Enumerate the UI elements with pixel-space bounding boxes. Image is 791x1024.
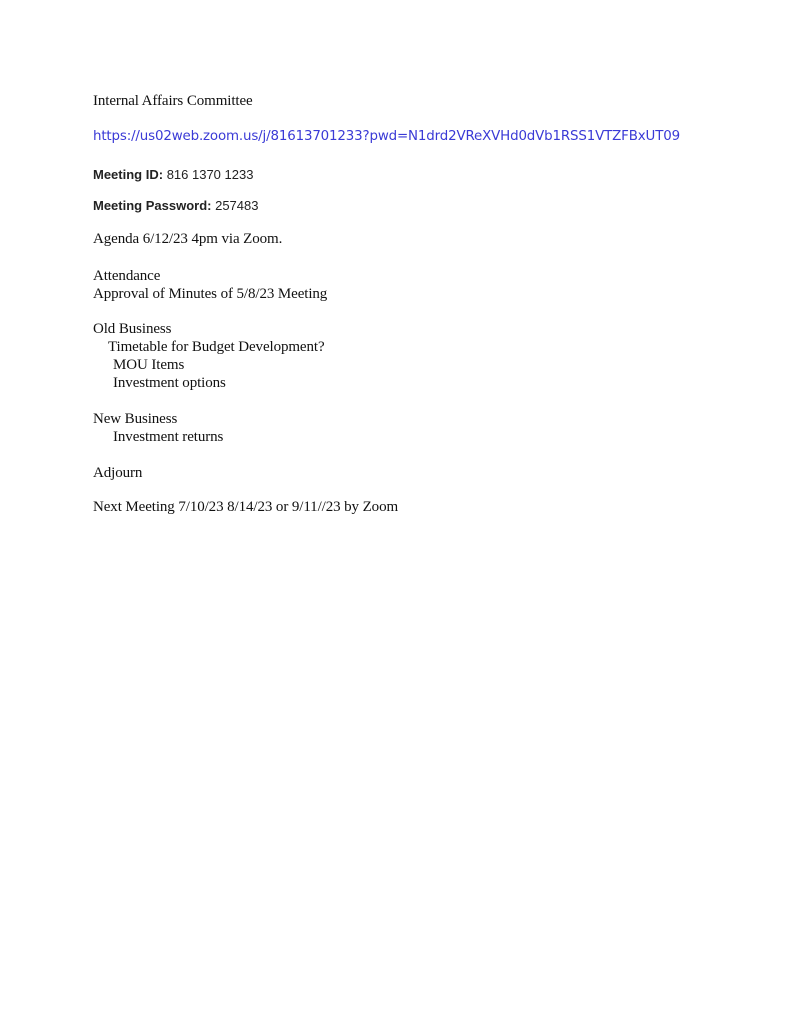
new-business-heading: New Business	[93, 411, 178, 427]
meeting-id-value: 816 1370 1233	[166, 167, 254, 182]
old-business-item: Timetable for Budget Development?	[108, 339, 325, 355]
meeting-password-value: 257483	[215, 198, 259, 213]
meeting-password-line	[93, 198, 258, 213]
old-business-item: MOU Items	[113, 357, 185, 373]
new-business-item: Investment returns	[113, 429, 224, 445]
approval-minutes-item: Approval of Minutes of 5/8/23 Meeting	[93, 286, 328, 302]
old-business-item: Investment options	[113, 375, 226, 391]
document-title: Internal Affairs Committee	[93, 93, 253, 109]
attendance-item: Attendance	[93, 268, 161, 284]
meeting-password-label: Meeting Password:	[93, 198, 212, 213]
zoom-meeting-link[interactable]: https://us02web.zoom.us/j/81613701233?pwd=N1drd2VReXVHd0dVb1RSS1VTZFBxUT09	[93, 129, 680, 144]
agenda-line: Agenda 6/12/23 4pm via Zoom.	[93, 231, 283, 247]
old-business-heading: Old Business	[93, 321, 172, 337]
adjourn-item: Adjourn	[93, 465, 143, 481]
meeting-id-line	[93, 167, 253, 182]
next-meeting-line: Next Meeting 7/10/23 8/14/23 or 9/11//23 by Zoom	[93, 499, 399, 515]
meeting-id-label: Meeting ID:	[93, 167, 164, 182]
